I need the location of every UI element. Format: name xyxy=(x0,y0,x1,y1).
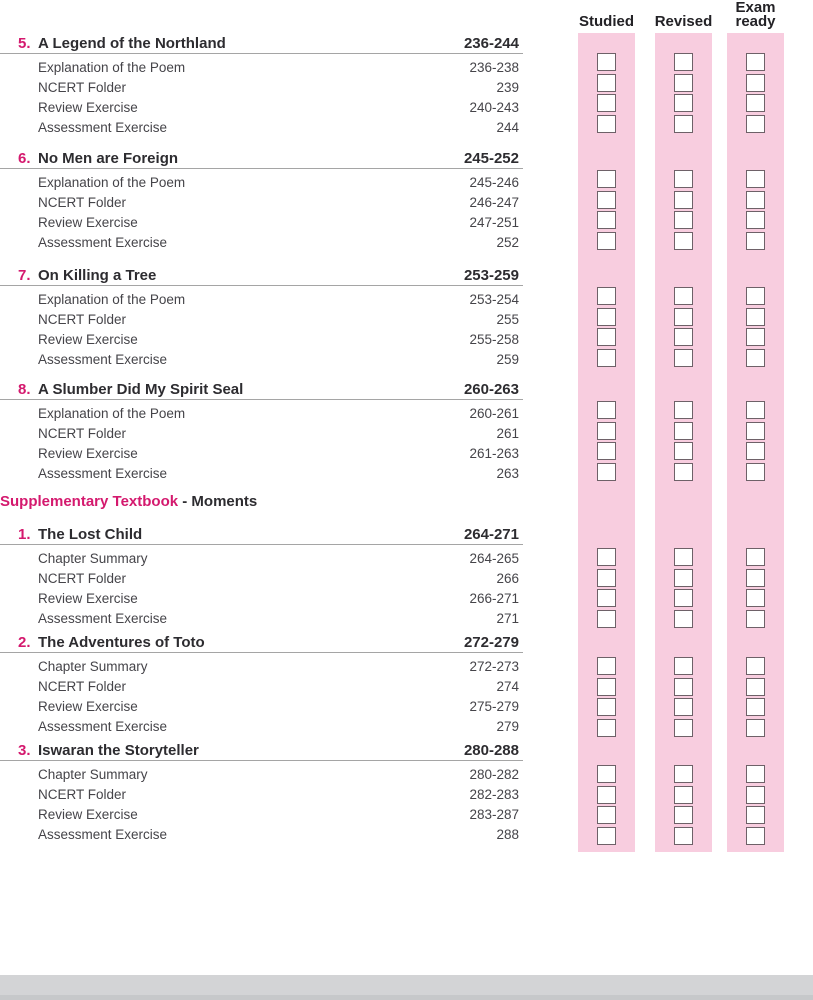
checkbox[interactable] xyxy=(597,287,616,305)
checkbox[interactable] xyxy=(597,211,616,229)
toc-row-label: Review Exercise xyxy=(38,591,138,606)
chapter-heading xyxy=(0,35,523,54)
chapter-items xyxy=(0,549,523,629)
toc-row-label: Assessment Exercise xyxy=(38,719,168,734)
checkbox[interactable] xyxy=(746,442,765,460)
checkbox-group xyxy=(597,657,616,737)
checkbox[interactable] xyxy=(746,657,765,675)
checkbox[interactable] xyxy=(746,401,765,419)
chapter-heading xyxy=(0,381,523,400)
footer-bar xyxy=(0,975,813,1000)
checkbox[interactable] xyxy=(674,786,693,804)
checkbox[interactable] xyxy=(674,349,693,367)
checkbox[interactable] xyxy=(597,569,616,587)
toc-row-label: Review Exercise xyxy=(38,446,138,461)
toc-row-label: Review Exercise xyxy=(38,215,138,230)
checkbox[interactable] xyxy=(674,463,693,481)
toc-row-pages: 272-273 xyxy=(469,659,519,674)
checkbox[interactable] xyxy=(597,94,616,112)
chapter-section xyxy=(0,267,523,370)
toc-row-pages: 260-261 xyxy=(469,406,519,421)
toc-row-label: Chapter Summary xyxy=(38,659,148,674)
checkbox[interactable] xyxy=(746,74,765,92)
status-column-studied xyxy=(578,0,635,860)
checkbox[interactable] xyxy=(746,548,765,566)
toc-row-pages: 275-279 xyxy=(469,699,519,714)
checkbox[interactable] xyxy=(597,422,616,440)
checkbox[interactable] xyxy=(597,610,616,628)
chapter-heading xyxy=(0,634,523,653)
checkbox[interactable] xyxy=(597,328,616,346)
toc-row-label: NCERT Folder xyxy=(38,195,127,210)
toc-row xyxy=(0,569,523,589)
checkbox-group xyxy=(674,287,693,367)
toc-row xyxy=(0,58,523,78)
checkbox[interactable] xyxy=(746,232,765,250)
status-column-revised xyxy=(655,0,712,860)
toc-row xyxy=(0,233,523,253)
checkbox-group xyxy=(674,170,693,250)
checkbox[interactable] xyxy=(674,115,693,133)
toc-row-label: Assessment Exercise xyxy=(38,466,168,481)
chapter-items xyxy=(0,765,523,845)
checkbox[interactable] xyxy=(674,94,693,112)
chapter-number: 1. xyxy=(18,526,31,543)
checkbox[interactable] xyxy=(674,548,693,566)
checkbox[interactable] xyxy=(674,401,693,419)
toc-row-label: NCERT Folder xyxy=(38,787,127,802)
toc-row-label: Review Exercise xyxy=(38,332,138,347)
toc-row-pages: 252 xyxy=(496,235,519,250)
toc-row xyxy=(0,765,523,785)
checkbox-group xyxy=(746,53,765,133)
checkbox[interactable] xyxy=(746,349,765,367)
toc-row xyxy=(0,697,523,717)
chapter-number: 3. xyxy=(18,742,31,759)
chapter-title: On Killing a Tree xyxy=(38,267,157,284)
toc-row xyxy=(0,549,523,569)
supplementary-textbook-heading xyxy=(0,492,523,512)
toc-row-label: Explanation of the Poem xyxy=(38,292,186,307)
checkbox[interactable] xyxy=(674,827,693,845)
toc-row-pages: 279 xyxy=(496,719,519,734)
checkbox[interactable] xyxy=(746,678,765,696)
toc-row-pages: 244 xyxy=(496,120,519,135)
chapter-title: A Slumber Did My Spirit Seal xyxy=(38,381,244,398)
supplementary-book-name: - Moments xyxy=(178,493,258,510)
checkbox[interactable] xyxy=(674,719,693,737)
chapter-section xyxy=(0,742,523,845)
checkbox[interactable] xyxy=(597,548,616,566)
checkbox[interactable] xyxy=(674,308,693,326)
chapter-title: No Men are Foreign xyxy=(38,150,179,167)
toc-row xyxy=(0,290,523,310)
chapter-heading xyxy=(0,267,523,286)
toc-row xyxy=(0,424,523,444)
toc-row-pages: 255-258 xyxy=(469,332,519,347)
checkbox[interactable] xyxy=(674,232,693,250)
toc-row-pages: 266-271 xyxy=(469,591,519,606)
checkbox-group xyxy=(746,548,765,628)
toc-row-pages: 236-238 xyxy=(469,60,519,75)
chapter-number: 6. xyxy=(18,150,31,167)
chapter-title: A Legend of the Northland xyxy=(38,35,226,52)
toc-row xyxy=(0,193,523,213)
toc-row xyxy=(0,173,523,193)
checkbox[interactable] xyxy=(597,442,616,460)
chapter-title: The Lost Child xyxy=(38,526,143,543)
toc-row xyxy=(0,589,523,609)
checkbox[interactable] xyxy=(597,232,616,250)
chapter-items xyxy=(0,657,523,737)
checkbox[interactable] xyxy=(746,328,765,346)
toc-row xyxy=(0,805,523,825)
checkbox[interactable] xyxy=(597,806,616,824)
toc-row xyxy=(0,404,523,424)
chapter-section xyxy=(0,35,523,138)
toc-row xyxy=(0,98,523,118)
checkbox[interactable] xyxy=(746,589,765,607)
toc-row-label: Explanation of the Poem xyxy=(38,60,186,75)
checkbox[interactable] xyxy=(674,53,693,71)
chapter-heading xyxy=(0,150,523,169)
column-header-revised: Revised xyxy=(654,13,713,30)
chapter-items xyxy=(0,404,523,484)
chapter-pages: 236-244 xyxy=(463,35,519,52)
checkbox-group xyxy=(597,170,616,250)
toc-row-label: Review Exercise xyxy=(38,100,138,115)
chapter-pages: 264-271 xyxy=(463,526,519,543)
checkbox[interactable] xyxy=(674,678,693,696)
checkbox[interactable] xyxy=(674,569,693,587)
checkbox[interactable] xyxy=(597,827,616,845)
checkbox[interactable] xyxy=(746,698,765,716)
checkbox[interactable] xyxy=(746,827,765,845)
checkbox[interactable] xyxy=(674,211,693,229)
toc-row-label: Assessment Exercise xyxy=(38,235,168,250)
toc-row-label: Assessment Exercise xyxy=(38,611,168,626)
toc-row-pages: 274 xyxy=(496,679,519,694)
toc-row xyxy=(0,350,523,370)
checkbox[interactable] xyxy=(674,74,693,92)
checkbox[interactable] xyxy=(746,610,765,628)
checkbox[interactable] xyxy=(597,678,616,696)
checkbox[interactable] xyxy=(597,657,616,675)
toc-row-pages: 255 xyxy=(496,312,519,327)
toc-row-pages: 261-263 xyxy=(469,446,519,461)
checkbox[interactable] xyxy=(746,806,765,824)
chapter-pages: 272-279 xyxy=(463,634,519,651)
checkbox-group xyxy=(674,657,693,737)
checkbox-group xyxy=(597,765,616,845)
toc-row-pages: 247-251 xyxy=(469,215,519,230)
checkbox[interactable] xyxy=(597,308,616,326)
checkbox[interactable] xyxy=(746,191,765,209)
chapter-items xyxy=(0,58,523,138)
toc-row-pages: 283-287 xyxy=(469,807,519,822)
checkbox[interactable] xyxy=(597,698,616,716)
checkbox[interactable] xyxy=(746,786,765,804)
status-column-exam-ready xyxy=(727,0,784,860)
checkbox-group xyxy=(674,53,693,133)
chapter-pages: 253-259 xyxy=(463,267,519,284)
checkbox[interactable] xyxy=(597,115,616,133)
toc-row-label: Chapter Summary xyxy=(38,767,148,782)
chapter-pages: 260-263 xyxy=(463,381,519,398)
checkbox-group xyxy=(597,287,616,367)
toc-row-label: Assessment Exercise xyxy=(38,352,168,367)
chapter-title: Iswaran the Storyteller xyxy=(38,742,199,759)
toc-row-pages: 266 xyxy=(496,571,519,586)
checkbox-group xyxy=(597,53,616,133)
chapter-pages: 245-252 xyxy=(463,150,519,167)
checkbox[interactable] xyxy=(746,463,765,481)
checkbox[interactable] xyxy=(597,401,616,419)
supplementary-textbook-label: Supplementary Textbook xyxy=(0,493,179,510)
chapter-number: 5. xyxy=(18,35,31,52)
checkbox-group xyxy=(674,401,693,481)
toc-row xyxy=(0,78,523,98)
toc-row-label: NCERT Folder xyxy=(38,426,127,441)
checkbox[interactable] xyxy=(674,657,693,675)
toc-row-label: NCERT Folder xyxy=(38,80,127,95)
checkbox[interactable] xyxy=(597,191,616,209)
checkbox[interactable] xyxy=(746,287,765,305)
checkbox[interactable] xyxy=(597,170,616,188)
revised-checkbox-strip xyxy=(655,33,712,852)
toc-row-label: NCERT Folder xyxy=(38,312,127,327)
checkbox-group xyxy=(746,765,765,845)
checkbox[interactable] xyxy=(746,422,765,440)
checkbox[interactable] xyxy=(746,719,765,737)
toc-row xyxy=(0,609,523,629)
exam-ready-checkbox-strip xyxy=(727,33,784,852)
toc-row xyxy=(0,213,523,233)
chapter-pages: 280-288 xyxy=(463,742,519,759)
chapter-heading xyxy=(0,526,523,545)
toc-row xyxy=(0,677,523,697)
checkbox[interactable] xyxy=(597,786,616,804)
checkbox[interactable] xyxy=(597,589,616,607)
toc-row-pages: 271 xyxy=(496,611,519,626)
chapter-title: The Adventures of Toto xyxy=(38,634,205,651)
checkbox[interactable] xyxy=(746,765,765,783)
toc-row xyxy=(0,330,523,350)
checkbox[interactable] xyxy=(674,170,693,188)
checkbox[interactable] xyxy=(674,698,693,716)
checkbox-group xyxy=(746,401,765,481)
checkbox[interactable] xyxy=(746,53,765,71)
toc-row-label: Review Exercise xyxy=(38,807,138,822)
toc-row xyxy=(0,464,523,484)
checkbox[interactable] xyxy=(746,308,765,326)
checkbox[interactable] xyxy=(674,765,693,783)
checkbox-group xyxy=(597,401,616,481)
toc-row-label: Assessment Exercise xyxy=(38,120,168,135)
checkbox[interactable] xyxy=(746,211,765,229)
checkbox[interactable] xyxy=(674,191,693,209)
checkbox[interactable] xyxy=(674,422,693,440)
toc-row-pages: 259 xyxy=(496,352,519,367)
checkbox[interactable] xyxy=(597,765,616,783)
checkbox[interactable] xyxy=(674,328,693,346)
checkbox[interactable] xyxy=(597,349,616,367)
toc-row-label: Review Exercise xyxy=(38,699,138,714)
checkbox-group xyxy=(597,548,616,628)
toc-row-pages: 240-243 xyxy=(469,100,519,115)
checkbox[interactable] xyxy=(597,719,616,737)
chapter-number: 8. xyxy=(18,381,31,398)
toc-row xyxy=(0,717,523,737)
chapter-section xyxy=(0,150,523,253)
checkbox[interactable] xyxy=(674,287,693,305)
chapter-items xyxy=(0,290,523,370)
checkbox-group xyxy=(746,287,765,367)
checkbox[interactable] xyxy=(597,463,616,481)
checkbox[interactable] xyxy=(746,115,765,133)
toc-row-pages: 263 xyxy=(496,466,519,481)
checkbox-group xyxy=(746,170,765,250)
checkbox-group xyxy=(674,548,693,628)
toc-row-pages: 246-247 xyxy=(469,195,519,210)
chapter-items xyxy=(0,173,523,253)
toc-row-pages: 280-282 xyxy=(469,767,519,782)
chapter-number: 7. xyxy=(18,267,31,284)
toc-row-pages: 282-283 xyxy=(469,787,519,802)
toc-row xyxy=(0,785,523,805)
checkbox[interactable] xyxy=(746,170,765,188)
toc-row-label: NCERT Folder xyxy=(38,571,127,586)
toc-row-label: Assessment Exercise xyxy=(38,827,168,842)
toc-row xyxy=(0,657,523,677)
toc-row-pages: 264-265 xyxy=(469,551,519,566)
checkbox[interactable] xyxy=(746,569,765,587)
column-header-exam-ready: Exam ready xyxy=(735,0,776,30)
toc-row xyxy=(0,825,523,845)
toc-row-pages: 261 xyxy=(496,426,519,441)
checkbox[interactable] xyxy=(674,806,693,824)
chapter-section xyxy=(0,526,523,629)
chapter-section xyxy=(0,634,523,737)
checkbox-group xyxy=(674,765,693,845)
toc-row-pages: 245-246 xyxy=(469,175,519,190)
chapter-number: 2. xyxy=(18,634,31,651)
studied-checkbox-strip xyxy=(578,33,635,852)
toc-row-pages: 288 xyxy=(496,827,519,842)
column-header-studied: Studied xyxy=(579,13,634,30)
checkbox[interactable] xyxy=(597,74,616,92)
checkbox[interactable] xyxy=(674,442,693,460)
toc-row xyxy=(0,444,523,464)
toc-row-label: Chapter Summary xyxy=(38,551,148,566)
chapter-heading xyxy=(0,742,523,761)
toc-row-label: Explanation of the Poem xyxy=(38,406,186,421)
toc-row xyxy=(0,310,523,330)
toc-row-label: NCERT Folder xyxy=(38,679,127,694)
toc-row-label: Explanation of the Poem xyxy=(38,175,186,190)
chapter-section xyxy=(0,381,523,484)
checkbox[interactable] xyxy=(746,94,765,112)
toc-row-pages: 239 xyxy=(496,80,519,95)
checkbox-group xyxy=(746,657,765,737)
checkbox[interactable] xyxy=(674,589,693,607)
toc-row-pages: 253-254 xyxy=(469,292,519,307)
checkbox[interactable] xyxy=(674,610,693,628)
toc-row xyxy=(0,118,523,138)
checkbox[interactable] xyxy=(597,53,616,71)
